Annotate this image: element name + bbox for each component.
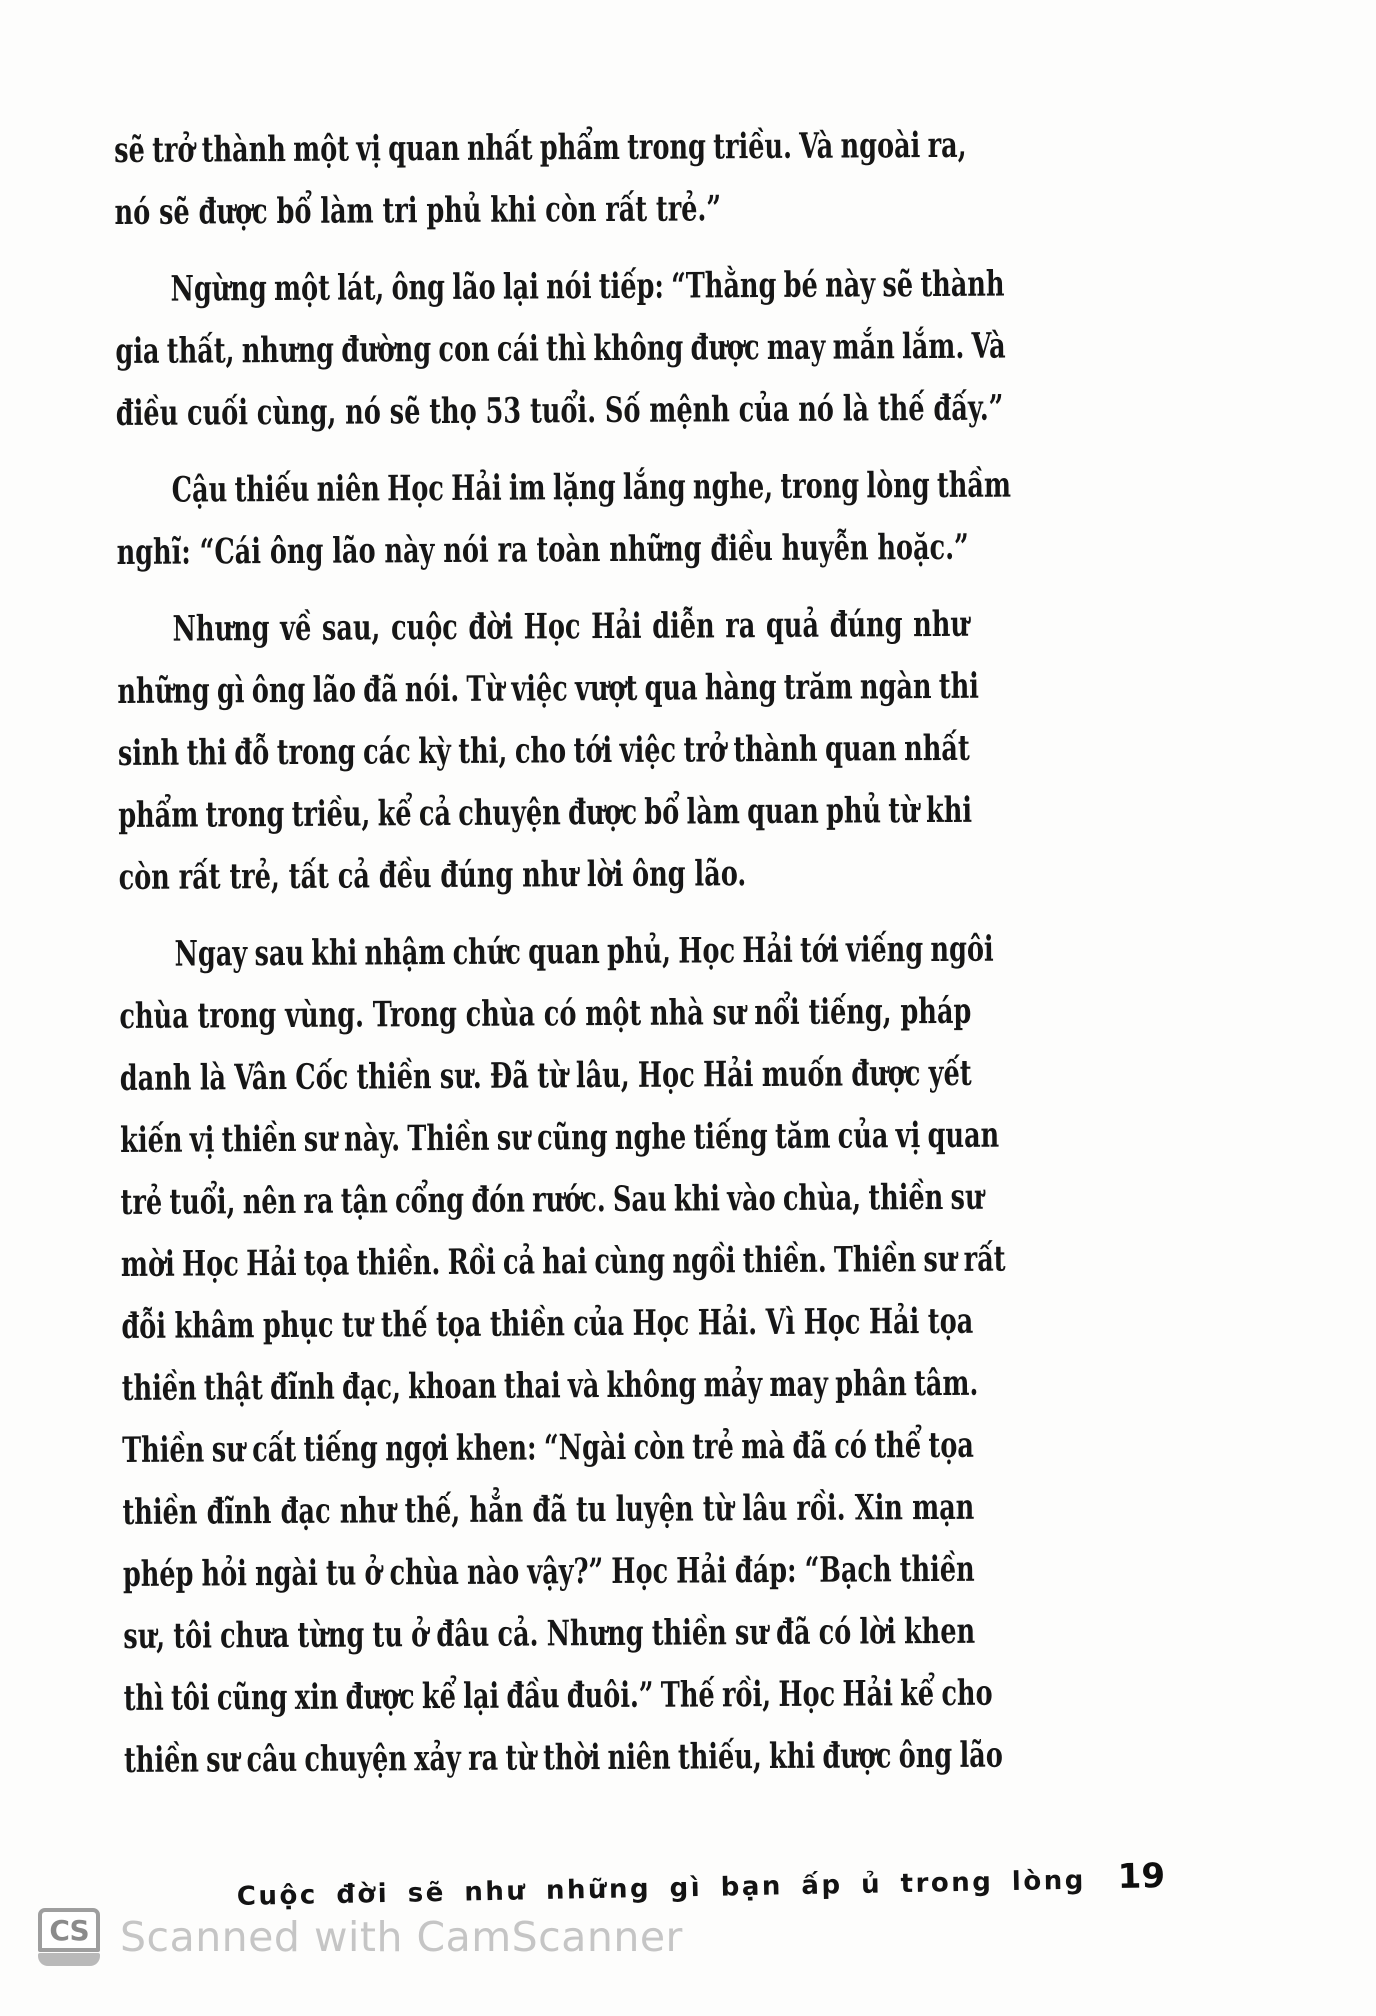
- text-line: danh là Vân Cốc thiền sư. Đã từ lâu, Học Hải muốn được yết: [119, 1052, 972, 1099]
- text-line: sinh thi đỗ trong các kỳ thi, cho tới việc trở thành quan nhất: [117, 727, 970, 774]
- paragraph: [117, 594, 980, 909]
- text-line: sư, tôi chưa từng tu ở đâu cả. Nhưng thiền sư đã có lời khen: [123, 1610, 976, 1657]
- page-number: 19: [1117, 1856, 1166, 1897]
- page-text: [114, 115, 1012, 1807]
- camscanner-logo-text: CS: [38, 1908, 100, 1952]
- text-line: chùa trong vùng. Trong chùa có một nhà sư nổi tiếng, pháp: [119, 990, 972, 1037]
- text-line: sẽ trở thành một vị quan nhất phẩm trong triều. Và ngoài ra,: [114, 124, 967, 171]
- camscanner-logo-icon: [38, 1908, 100, 1966]
- text-line: Cậu thiếu niên Học Hải im lặng lắng nghe, trong lòng thầm: [171, 464, 1012, 511]
- text-line: kiến vị thiền sư này. Thiền sư cũng nghe tiếng tăm của vị quan: [120, 1114, 1000, 1161]
- text-line: phép hỏi ngài tu ở chùa nào vậy?” Học Hải đáp: “Bạch thiền: [122, 1548, 975, 1595]
- camscanner-watermark: [38, 1908, 683, 1966]
- paragraph: [114, 115, 967, 244]
- text-line: đỗi khâm phục tư thế tọa thiền của Học Hải. Vì Học Hải tọa: [121, 1300, 974, 1347]
- text-line: thì tôi cũng xin được kể lại đầu đuôi.” Thế rồi, Học Hải kể cho: [123, 1672, 993, 1719]
- text-line: trẻ tuổi, nên ra tận cổng đón rước. Sau khi vào chùa, thiền sư: [120, 1176, 984, 1223]
- text-line: thiền đĩnh đạc như thế, hẳn đã tu luyện từ lâu rồi. Xin mạn: [122, 1486, 975, 1533]
- paragraph: [115, 254, 1006, 445]
- text-line: phẩm trong triều, kể cả chuyện được bổ làm quan phủ từ khi: [118, 789, 973, 836]
- paragraph: [119, 919, 1006, 1792]
- text-line: gia thất, nhưng đường con cái thì không được may mắn lắm. Và: [115, 325, 1006, 372]
- text-line: nó sẽ được bổ làm tri phủ khi còn rất trẻ.”: [114, 188, 722, 233]
- text-line: còn rất trẻ, tất cả đều đúng như lời ông lão.: [118, 853, 747, 898]
- paragraph: [116, 455, 1012, 584]
- text-line: điều cuối cùng, nó sẽ thọ 53 tuổi. Số mệnh của nó là thế đấy.”: [115, 387, 1004, 434]
- text-line: thiền thật đĩnh đạc, khoan thai và không mảy may phân tâm.: [121, 1362, 979, 1409]
- text-line: nghĩ: “Cái ông lão này nói ra toàn những điều huyễn hoặc.”: [116, 526, 969, 573]
- watermark-label: Scanned with CamScanner: [120, 1913, 683, 1961]
- text-line: mời Học Hải tọa thiền. Rồi cả hai cùng ngồi thiền. Thiền sư rất: [120, 1238, 1006, 1285]
- text-line: Ngừng một lát, ông lão lại nói tiếp: “Thằng bé này sẽ thành: [170, 263, 1005, 310]
- text-line: những gì ông lão đã nói. Từ việc vượt qua hàng trăm ngàn thi: [117, 665, 980, 712]
- camscanner-logo-band: [38, 1953, 100, 1966]
- running-footer-title: Cuộc đời sẽ như những gì bạn ấp ủ trong lòng: [236, 1865, 1087, 1912]
- text-line: Nhưng về sau, cuộc đời Học Hải diễn ra quả đúng như: [172, 603, 970, 650]
- text-line: thiền sư câu chuyện xảy ra từ thời niên thiếu, khi được ông lão: [123, 1734, 1003, 1781]
- text-line: Ngay sau khi nhậm chức quan phủ, Học Hải tới viếng ngôi: [174, 928, 994, 975]
- text-line: Thiền sư cất tiếng ngợi khen: “Ngài còn trẻ mà đã có thể tọa: [122, 1424, 975, 1471]
